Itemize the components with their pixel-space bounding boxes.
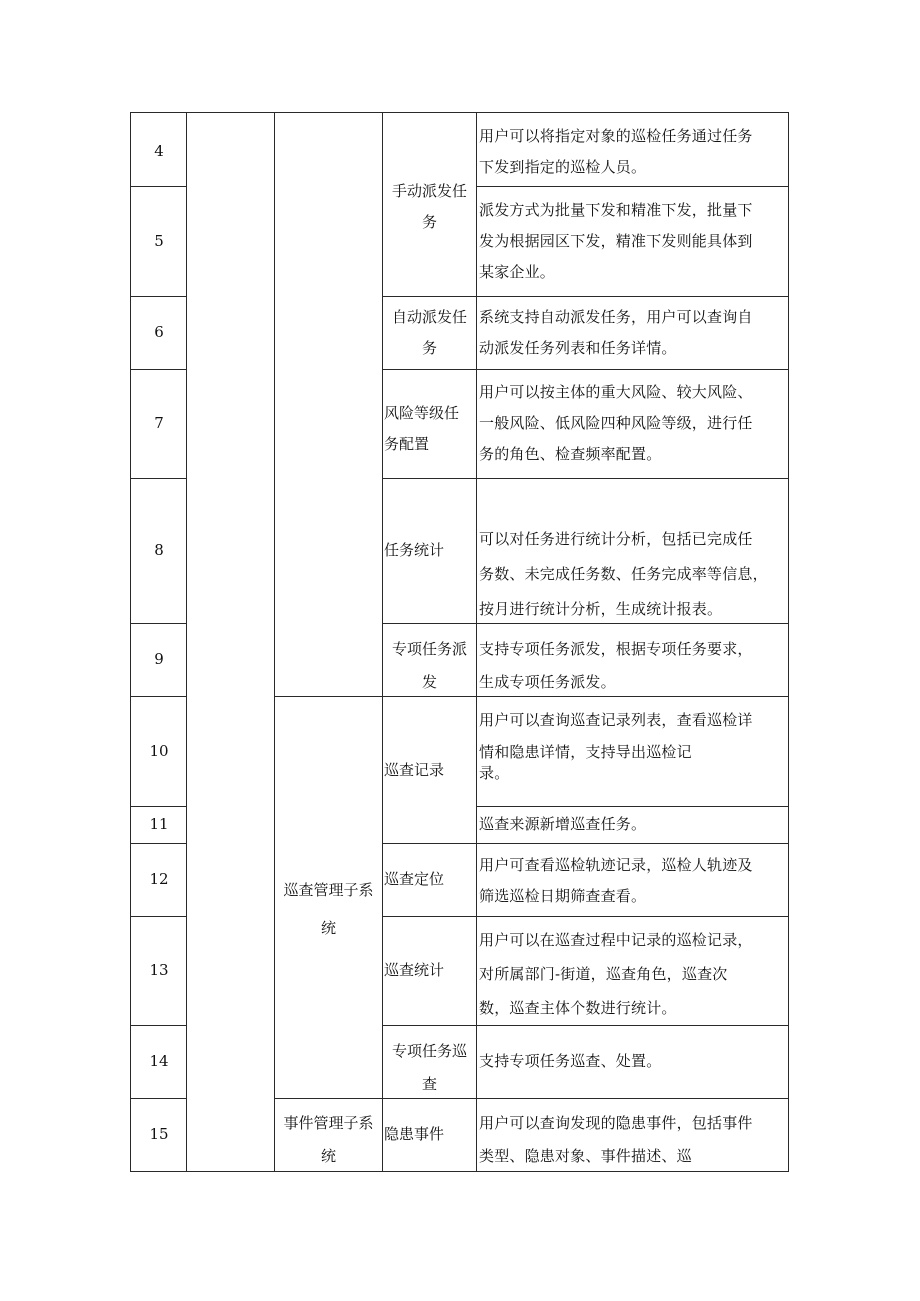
- row-description: 支持专项任务派发，根据专项任务要求， 生成专项任务派发。: [479, 640, 753, 691]
- row-number: 4: [154, 142, 164, 160]
- row-description: 用户可以按主体的重大风险、较大风险、 一般风险、低风险四种风险等级，进行任 务的角色、检查频率配置。: [479, 383, 753, 463]
- row-number: 6: [154, 323, 164, 341]
- function-name-special-patrol: 专项任务巡 查: [391, 1042, 467, 1093]
- row-number: 13: [149, 961, 169, 979]
- row-number: 11: [149, 815, 169, 833]
- row-description: 用户可查看巡检轨迹记录，巡检人轨迹及 筛选巡检日期筛查查看。: [479, 856, 753, 905]
- col-divider-2: [274, 112, 275, 1172]
- table-border-left: [130, 112, 131, 1172]
- row-description: 用户可以在巡查过程中记录的巡检记录， 对所属部门-街道，巡查角色，巡查次 数，巡查主体个数进行统计。: [479, 931, 753, 1017]
- function-name-special-dispatch: 专项任务派 发: [391, 640, 467, 691]
- row-description: 派发方式为批量下发和精准下发，批量下 发为根据园区下发，精准下发则能具体到 某家企业。: [479, 201, 753, 281]
- subsystem-name-patrol: 巡查管理子系 统: [283, 881, 374, 937]
- row-number: 8: [154, 541, 164, 559]
- row-number: 10: [149, 742, 169, 760]
- row-description: 支持专项任务巡查、处置。: [479, 1052, 662, 1070]
- function-name-patrol-location: 巡查定位: [384, 870, 445, 888]
- function-name-auto-dispatch: 自动派发任 务: [391, 308, 467, 357]
- function-name-hazard-events: 隐患事件: [384, 1125, 445, 1143]
- row-description: 用户可以查询巡查记录列表，查看巡检详 情和隐患详情，支持导出巡检记 录。: [479, 711, 753, 782]
- function-name-task-stats: 任务统计: [384, 541, 445, 559]
- row-number: 7: [154, 414, 164, 432]
- function-name-patrol-records: 巡查记录: [384, 761, 445, 779]
- row-number: 14: [149, 1052, 169, 1070]
- subsystem-name-event: 事件管理子系 统: [283, 1114, 374, 1165]
- table-border-top: [130, 112, 789, 113]
- function-name-manual-dispatch: 手动派发任 务: [391, 182, 467, 231]
- col-divider-1: [186, 112, 187, 1172]
- function-name-patrol-stats: 巡查统计: [384, 961, 445, 979]
- row-description: 用户可以将指定对象的巡检任务通过任务 下发到指定的巡检人员。: [479, 127, 753, 176]
- row-number: 9: [154, 650, 164, 668]
- row-description: 巡查来源新增巡查任务。: [479, 815, 647, 833]
- row-description: 用户可以查询发现的隐患事件，包括事件 类型、隐患对象、事件描述、巡: [479, 1114, 753, 1165]
- row-description: 系统支持自动派发任务，用户可以查询自 动派发任务列表和任务详情。: [479, 308, 753, 357]
- col-divider-4: [476, 112, 477, 1172]
- function-name-risk-config: 风险等级任 务配置: [384, 404, 460, 453]
- row-number: 15: [149, 1125, 169, 1143]
- row-number: 12: [149, 870, 169, 888]
- row-description: 可以对任务进行统计分析，包括已完成任 务数、未完成任务数、任务完成率等信息， 按月进行统计分析，生成统计报表。: [479, 530, 768, 618]
- row-number: 5: [154, 232, 164, 250]
